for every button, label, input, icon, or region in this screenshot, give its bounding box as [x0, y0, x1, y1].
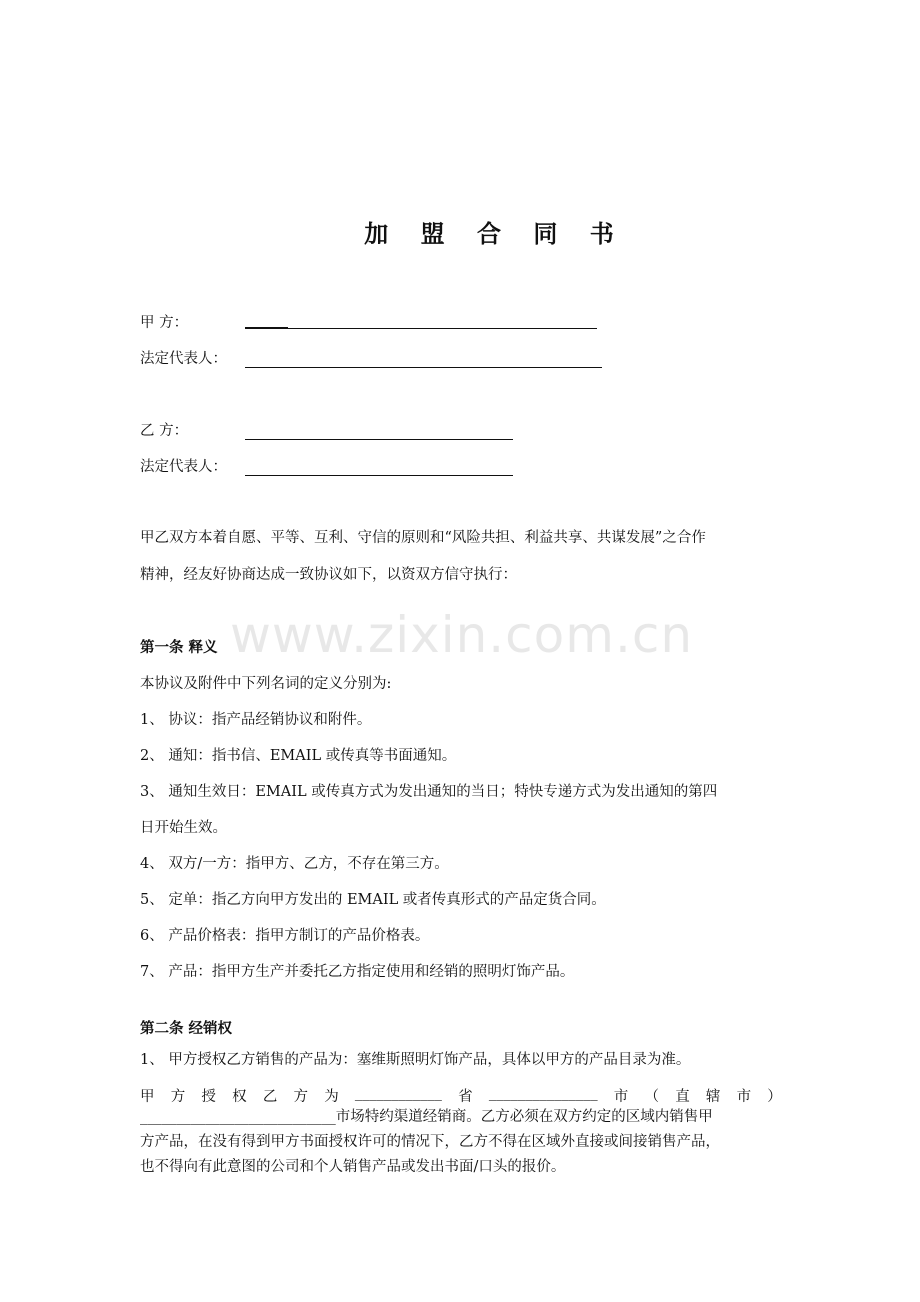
authorize-token: 甲: [140, 1089, 155, 1105]
city-blank: _______________: [488, 1085, 598, 1101]
article-1-intro: 本协议及附件中下列名词的定义分别为:: [140, 676, 392, 692]
preamble-line-2: 精神，经友好协商达成一致协议如下，以资双方信守执行：: [140, 567, 517, 583]
authorize-token: 辖: [705, 1089, 721, 1105]
authorize-token: 授: [201, 1089, 216, 1105]
article-2-item-1: 1、 甲方授权乙方销售的产品为：塞维斯照明灯饰产品，具体以甲方的产品目录为准。: [140, 1052, 691, 1068]
article-2-line-b: ___________________________市场特约渠道经销商。乙方必须在双方约定的区域内销售甲: [140, 1109, 713, 1125]
article-1-item-continued: 日开始生效。: [140, 820, 227, 836]
authorize-token: 方: [293, 1089, 309, 1105]
authorize-token: 省: [458, 1089, 473, 1105]
article-2-line-d: 也不得向有此意图的公司和个人销售产品或发出书面/口头的报价。: [140, 1159, 566, 1175]
authorize-token: （: [644, 1089, 659, 1105]
authorize-token: ）: [767, 1089, 782, 1105]
article-1-item: 6、 产品价格表：指甲方制订的产品价格表。: [140, 928, 430, 944]
authorize-token: 权: [232, 1089, 247, 1105]
party-b-rep-blank: [245, 475, 513, 476]
article-1-item: 2、 通知：指书信、EMAIL 或传真等书面通知。: [140, 748, 457, 764]
article-1-item: 4、 双方/一方：指甲方、乙方，不存在第三方。: [140, 856, 449, 872]
party-b-blank: [245, 439, 513, 440]
watermark: www.zixin.com.cn: [230, 606, 694, 664]
authorize-token: 乙: [262, 1089, 278, 1105]
authorize-token: 直: [675, 1089, 690, 1105]
article-1-item: 3、 通知生效日：EMAIL 或传真方式为发出通知的当日；特快专递方式为发出通知的第四: [140, 784, 718, 800]
article-2-heading: 第二条 经销权: [140, 1020, 233, 1037]
authorize-token: 为: [324, 1089, 339, 1105]
authorize-token: 市: [613, 1089, 629, 1105]
article-1-item: 1、 协议：指产品经销协议和附件。: [140, 712, 372, 728]
party-b-rep-label: 法定代表人：: [140, 459, 227, 475]
authorize-token: 市: [736, 1089, 752, 1105]
party-b-label: 乙 方：: [140, 423, 189, 439]
article-1-heading: 第一条 释义: [140, 639, 218, 656]
article-1-item: 5、 定单：指乙方向甲方发出的 EMAIL 或者传真形式的产品定货合同。: [140, 892, 606, 908]
party-a-rep-blank: [245, 367, 602, 368]
article-2-authorization-line: [140, 1085, 782, 1105]
article-1-item: 7、 产品：指甲方生产并委托乙方指定使用和经销的照明灯饰产品。: [140, 964, 575, 980]
article-2-line-c: 方产品，在没有得到甲方书面授权许可的情况下，乙方不得在区域外直接或间接销售产品，: [140, 1134, 720, 1150]
party-a-rep-label: 法定代表人：: [140, 351, 227, 367]
authorize-token: 方: [170, 1089, 186, 1105]
province-blank: ____________: [354, 1085, 442, 1101]
party-a-blank-accent: [245, 327, 288, 329]
document-title: 加 盟 合 同 书: [364, 219, 626, 248]
preamble-line-1: 甲乙双方本着自愿、平等、互利、守信的原则和“风险共担、利益共享、共谋发展”之合作: [140, 530, 706, 546]
party-a-label: 甲 方：: [140, 315, 189, 331]
party-a-blank: [245, 328, 597, 329]
